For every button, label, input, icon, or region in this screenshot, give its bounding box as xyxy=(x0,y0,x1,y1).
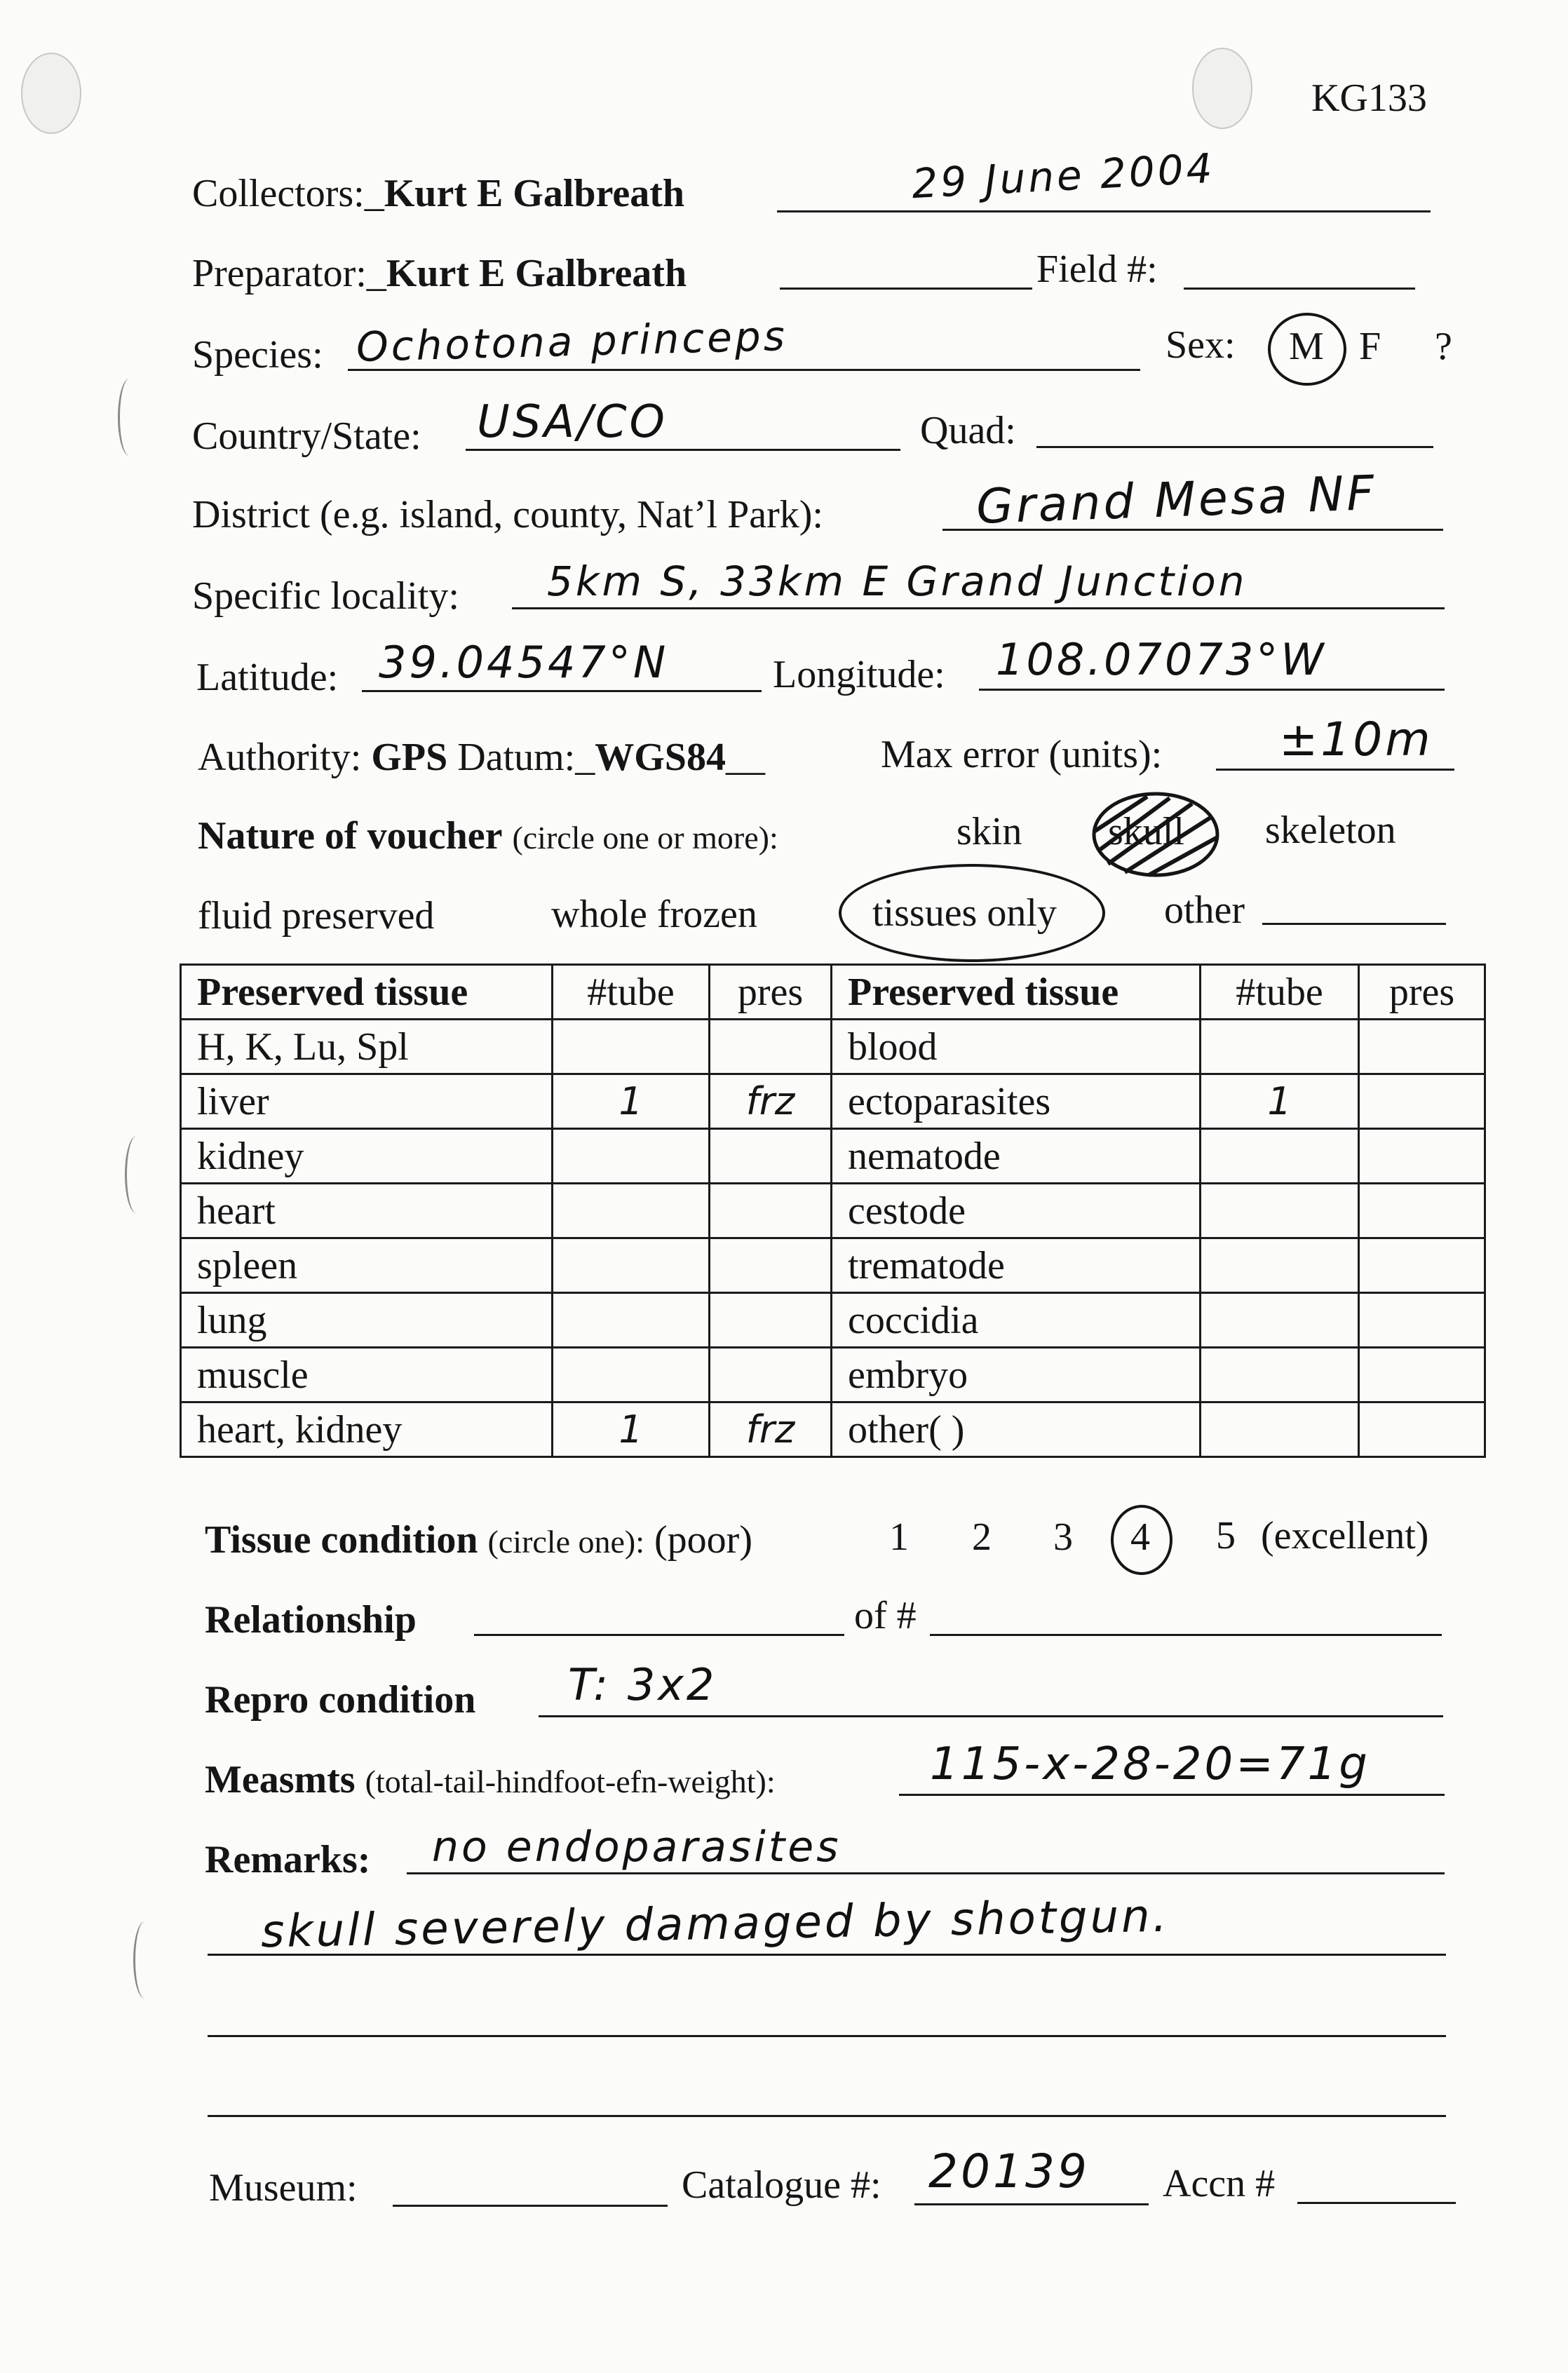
max-error-label: Max error (units): xyxy=(881,733,1163,776)
datum-value: WGS84 xyxy=(595,736,726,779)
pres-cell xyxy=(710,1348,832,1402)
pres-cell xyxy=(1359,1238,1485,1293)
museum-label: Museum: xyxy=(209,2166,358,2210)
tissue-condition-hint: (circle one): xyxy=(487,1524,645,1560)
tube-cell xyxy=(553,1184,710,1238)
voucher-option-whole-frozen: whole frozen xyxy=(551,893,757,936)
field-number-label: Field #: xyxy=(1036,248,1158,291)
remarks-label: Remarks: xyxy=(205,1838,371,1881)
preparator-label: Preparator:_ xyxy=(192,252,386,295)
tissue-cell: liver xyxy=(181,1074,553,1129)
latitude-line xyxy=(362,690,762,692)
locality-value: 5km S, 33km E Grand Junction xyxy=(547,557,1248,605)
header-pres: pres xyxy=(710,965,832,1020)
collectors-line xyxy=(777,210,1431,212)
catalogue-line xyxy=(914,2203,1149,2205)
tube-cell: 1 xyxy=(1201,1074,1359,1129)
pres-cell xyxy=(1359,1184,1485,1238)
locality-label: Specific locality: xyxy=(192,574,459,618)
catalogue-label: Catalogue #: xyxy=(682,2163,881,2207)
header-pres: pres xyxy=(1359,965,1485,1020)
sex-selection-circle xyxy=(1268,313,1346,386)
remarks-line-1 xyxy=(407,1872,1445,1874)
relationship-line xyxy=(474,1634,844,1636)
table-row xyxy=(181,1129,1485,1184)
tissue-cell: muscle xyxy=(181,1348,553,1402)
authority-row xyxy=(198,738,765,777)
latitude-label: Latitude: xyxy=(196,656,339,699)
sex-option-f: F xyxy=(1359,325,1381,368)
quad-label: Quad: xyxy=(920,409,1016,452)
voucher-option-skull: skull xyxy=(1108,810,1184,853)
pres-cell xyxy=(1359,1402,1485,1457)
tissue-cell: lung xyxy=(181,1293,553,1348)
table-row xyxy=(181,1074,1485,1129)
header-preserved-tissue: Preserved tissue xyxy=(832,965,1201,1020)
museum-line xyxy=(393,2205,668,2207)
pres-cell xyxy=(710,1184,832,1238)
quad-line xyxy=(1036,446,1433,448)
tissue-cell: embryo xyxy=(832,1348,1201,1402)
voucher-hint: (circle one or more): xyxy=(512,820,778,856)
tube-cell xyxy=(553,1293,710,1348)
pres-cell xyxy=(710,1293,832,1348)
tube-cell: 1 xyxy=(553,1402,710,1457)
tissue-cell: coccidia xyxy=(832,1293,1201,1348)
repro-value: T: 3x2 xyxy=(568,1659,717,1710)
margin-mark xyxy=(133,1921,156,1999)
tissue-condition-label: Tissue condition xyxy=(205,1518,478,1562)
voucher-label: Nature of voucher xyxy=(198,814,503,858)
tissue-cell: nematode xyxy=(832,1129,1201,1184)
voucher-option-tissues-only: tissues only xyxy=(872,891,1057,935)
tube-cell xyxy=(553,1238,710,1293)
condition-4: 4 xyxy=(1130,1515,1150,1559)
longitude-label: Longitude: xyxy=(773,653,945,696)
authority-gps: GPS xyxy=(371,736,448,779)
table-row xyxy=(181,1293,1485,1348)
voucher-option-skin: skin xyxy=(957,810,1022,853)
preparator-row xyxy=(192,254,687,293)
voucher-option-skeleton: skeleton xyxy=(1265,809,1396,852)
tissue-cell: blood xyxy=(832,1020,1201,1074)
country-line xyxy=(466,449,900,451)
voucher-row xyxy=(198,816,778,856)
collectors-row xyxy=(192,174,684,213)
tissue-cell: H, K, Lu, Spl xyxy=(181,1020,553,1074)
measurements-label: Measmts xyxy=(205,1758,356,1801)
table-row xyxy=(181,1402,1485,1457)
skull-crossout-scribble xyxy=(1080,785,1234,884)
tube-cell xyxy=(1201,1348,1359,1402)
tube-cell xyxy=(1201,1129,1359,1184)
tissue-cell: heart, kidney xyxy=(181,1402,553,1457)
sex-label: Sex: xyxy=(1165,323,1236,367)
condition-excellent: (excellent) xyxy=(1261,1514,1429,1557)
longitude-line xyxy=(979,689,1445,691)
tube-cell xyxy=(1201,1238,1359,1293)
tissue-cell: trematode xyxy=(832,1238,1201,1293)
relationship-label: Relationship xyxy=(205,1598,417,1642)
table-row xyxy=(181,1348,1485,1402)
datum-suffix: __ xyxy=(725,736,765,779)
repro-line xyxy=(539,1715,1443,1717)
tube-cell xyxy=(1201,1293,1359,1348)
table-row xyxy=(181,1184,1485,1238)
tube-cell: 1 xyxy=(553,1074,710,1129)
condition-selection-circle xyxy=(1111,1505,1172,1575)
pres-cell xyxy=(710,1129,832,1184)
preserved-tissue-table xyxy=(180,964,1486,1458)
table-header-row xyxy=(181,965,1485,1020)
tissues-only-circle xyxy=(839,864,1105,962)
pres-cell xyxy=(1359,1074,1485,1129)
tissue-cell: ectoparasites xyxy=(832,1074,1201,1129)
voucher-other-line xyxy=(1262,923,1446,925)
collection-date: 29 June 2004 xyxy=(910,144,1217,208)
tissue-cell: other( ) xyxy=(832,1402,1201,1457)
measurements-line xyxy=(899,1794,1445,1796)
pres-cell: frz xyxy=(710,1402,832,1457)
condition-1: 1 xyxy=(889,1515,909,1559)
preparator-line xyxy=(780,288,1032,290)
remarks-text-2: skull severely damaged by shotgun. xyxy=(260,1890,1170,1959)
district-value: Grand Mesa NF xyxy=(975,466,1378,535)
remarks-line-4 xyxy=(208,2115,1446,2117)
relationship-of-line xyxy=(930,1634,1442,1636)
pres-cell xyxy=(710,1020,832,1074)
tissue-cell: spleen xyxy=(181,1238,553,1293)
voucher-option-other: other xyxy=(1164,888,1245,932)
authority-label: Authority: xyxy=(198,736,362,779)
datum-label: Datum:_ xyxy=(457,736,595,779)
species-label: Species: xyxy=(192,333,323,377)
country-value: USA/CO xyxy=(477,396,668,448)
tissue-condition-row xyxy=(205,1520,752,1560)
punch-hole-left xyxy=(21,53,81,134)
measurements-hint: (total-tail-hindfoot-efn-weight): xyxy=(365,1764,776,1799)
accn-line xyxy=(1297,2202,1456,2204)
measurements-value: 115-x-28-20=71g xyxy=(930,1738,1370,1790)
longitude-value: 108.07073°W xyxy=(996,634,1327,685)
pres-cell xyxy=(1359,1129,1485,1184)
tube-cell xyxy=(1201,1402,1359,1457)
sex-option-m: M xyxy=(1289,325,1324,368)
country-label: Country/State: xyxy=(192,414,421,458)
condition-poor: (poor) xyxy=(654,1518,752,1562)
condition-3: 3 xyxy=(1053,1515,1073,1559)
relationship-of-label: of # xyxy=(854,1594,917,1637)
punch-hole-right xyxy=(1192,48,1252,129)
tube-cell xyxy=(553,1020,710,1074)
max-error-line xyxy=(1216,769,1454,771)
voucher-option-fluid: fluid preserved xyxy=(198,894,435,938)
pres-cell xyxy=(1359,1020,1485,1074)
sex-option-unknown: ? xyxy=(1435,325,1452,368)
header-tube: #tube xyxy=(1201,965,1359,1020)
pres-cell xyxy=(1359,1293,1485,1348)
tissue-cell: cestode xyxy=(832,1184,1201,1238)
preparator-value: Kurt E Galbreath xyxy=(386,252,687,295)
tube-cell xyxy=(553,1348,710,1402)
tissue-cell: heart xyxy=(181,1184,553,1238)
latitude-value: 39.04547°N xyxy=(379,637,669,688)
species-line xyxy=(348,369,1140,371)
condition-5: 5 xyxy=(1216,1514,1236,1557)
district-label: District (e.g. island, county, Nat’l Park): xyxy=(192,493,823,536)
remarks-line-3 xyxy=(208,2035,1446,2037)
field-number-line xyxy=(1184,288,1415,290)
catalogue-value: 20139 xyxy=(928,2144,1090,2198)
locality-line xyxy=(512,607,1445,609)
header-tube: #tube xyxy=(553,965,710,1020)
margin-mark xyxy=(125,1136,148,1213)
pres-cell: frz xyxy=(710,1074,832,1129)
table-row xyxy=(181,1020,1485,1074)
accn-label: Accn # xyxy=(1163,2162,1276,2205)
measurements-row xyxy=(205,1760,776,1799)
collectors-label: Collectors:_ xyxy=(192,172,384,215)
tube-cell xyxy=(1201,1184,1359,1238)
species-value: Ochotona princeps xyxy=(356,311,788,372)
tissue-cell: kidney xyxy=(181,1129,553,1184)
pres-cell xyxy=(710,1238,832,1293)
form-id: KG133 xyxy=(1311,76,1427,120)
remarks-text-1: no endoparasites xyxy=(432,1823,842,1872)
condition-2: 2 xyxy=(972,1515,992,1559)
max-error-value: ±10m xyxy=(1279,712,1433,766)
tube-cell xyxy=(1201,1020,1359,1074)
collectors-value: Kurt E Galbreath xyxy=(384,172,685,215)
margin-mark xyxy=(118,379,141,456)
header-preserved-tissue: Preserved tissue xyxy=(181,965,553,1020)
tube-cell xyxy=(553,1129,710,1184)
repro-label: Repro condition xyxy=(205,1678,476,1722)
pres-cell xyxy=(1359,1348,1485,1402)
table-row xyxy=(181,1238,1485,1293)
